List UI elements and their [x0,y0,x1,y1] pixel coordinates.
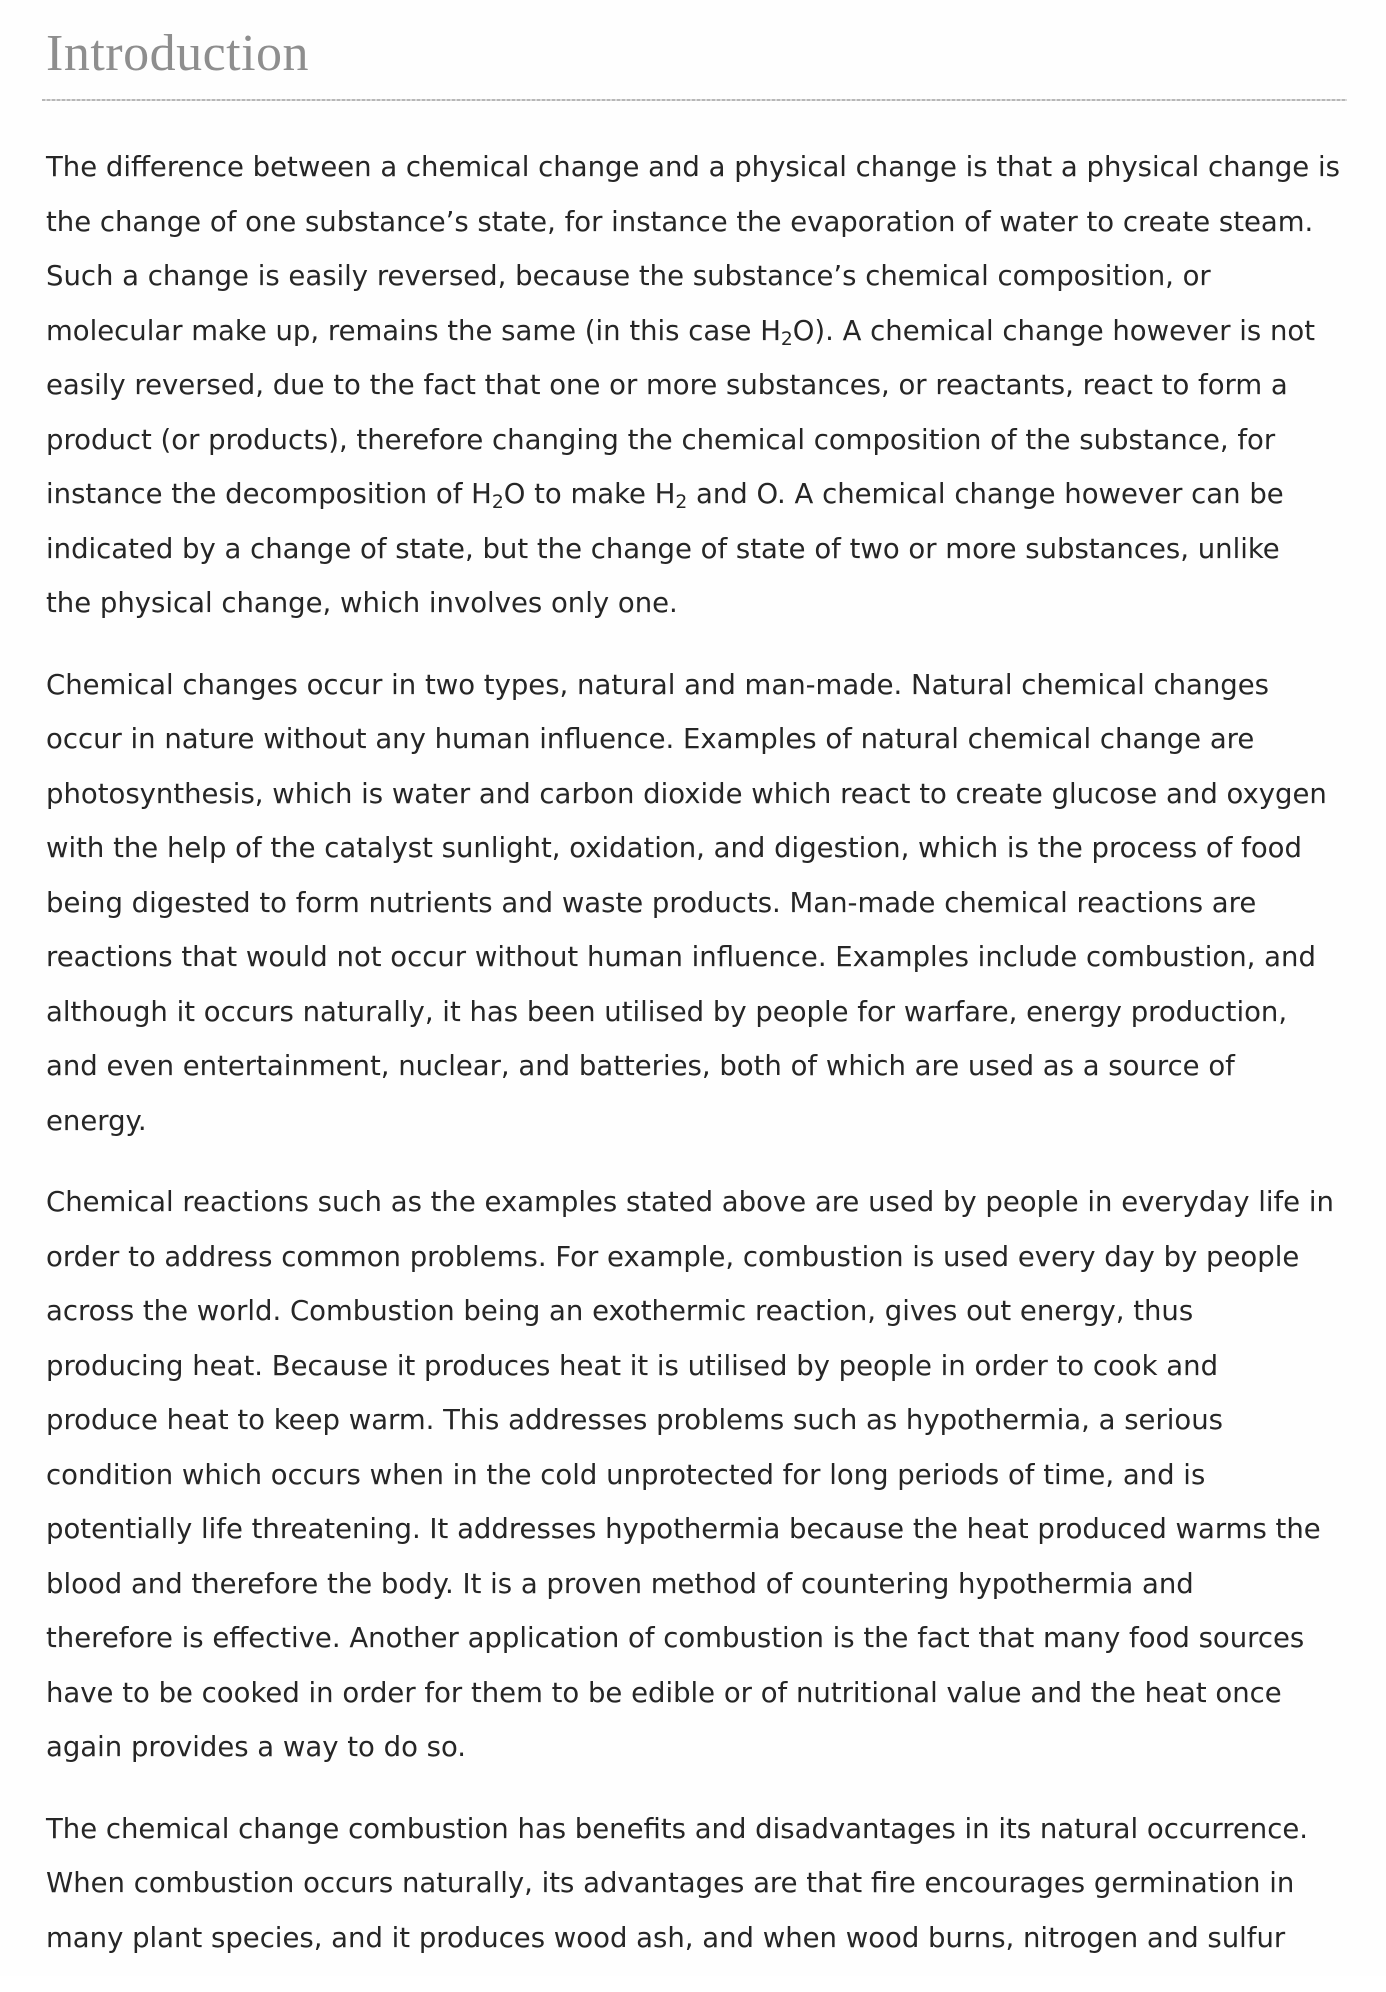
heading-underline-divider [42,99,1347,101]
body-text [46,140,1346,1992]
text-line: with the help of the catalyst sunlight, oxidation, and digestion, which is the process of food [46,832,1302,864]
text-line: potentially life threatening. It addresses hypothermia because the heat produced warms the [46,1513,1321,1545]
text-line: condition which occurs when in the cold unprotected for long periods of time, and is [46,1458,1206,1491]
text-line: again provides a way to do so. [46,1731,467,1763]
paragraph [46,1175,1346,1775]
text-line: although it occurs naturally, it has been utilised by people for warfare, energy production, [46,995,1288,1028]
text-line: therefore is effective. Another application of combustion is the fact that many food sources [46,1622,1305,1654]
text-line: producing heat. Because it produces heat it is utilised by people in order to cook and [46,1349,1219,1382]
subscript: 2 [675,492,688,514]
text-line: reactions that would not occur without human influence. Examples include combustion, and [46,941,1316,973]
text-line: indicated by a change of state, but the change of state of two or more substances, unlike [46,532,1280,565]
text-line: The chemical change combustion has benefits and disadvantages in its natural occurrence. [46,1812,1309,1845]
text-line: product (or products), therefore changing the chemical composition of the substance, for [46,423,1276,456]
text-line: the physical change, which involves only one. [46,587,678,619]
text-line: Chemical reactions such as the examples stated above are used by people in everyday life in [46,1186,1334,1218]
text-line: order to address common problems. For example, combustion is used every day by people [46,1240,1300,1273]
text-line: Such a change is easily reversed, because the substance’s chemical composition, or [46,260,1211,292]
paragraph [46,658,1346,1149]
text-line: easily reversed, due to the fact that one or more substances, or reactants, react to form a [46,369,1288,401]
text-line: and even entertainment, nuclear, and batteries, both of which are used as a source of [46,1050,1235,1082]
text-line: blood and therefore the body. It is a proven method of countering hypothermia and [46,1567,1194,1600]
section-heading: Introduction [46,25,310,82]
text-line: the change of one substance’s state, for instance the evaporation of water to create steam. [46,205,1314,238]
text-line: instance the decomposition of $H_2O$ to make $H_2$ and O. A chemical change however can be [46,478,1284,514]
text-line: occur in nature without any human influence. Examples of natural chemical change are [46,723,1255,755]
paragraph [46,1802,1346,1966]
text-line: The difference between a chemical change and a physical change is that a physical change is [46,151,1340,183]
text-line: being digested to form nutrients and waste products. Man-made chemical reactions are [46,886,1257,919]
paragraph [46,140,1346,631]
text-line: have to be cooked in order for them to be edible or of nutritional value and the heat once [46,1676,1282,1709]
subscript: 2 [491,492,504,514]
text-line: photosynthesis, which is water and carbon dioxide which react to create glucose and oxygen [46,777,1327,810]
text-line: molecular make up, remains the same (in this case $H_2O$). A chemical change however is not [46,314,1316,350]
text-line: Chemical changes occur in two types, natural and man-made. Natural chemical changes [46,668,1269,701]
text-line: across the world. Combustion being an exothermic reaction, gives out energy, thus [46,1295,1194,1327]
text-line: many plant species, and it produces wood ash, and when wood burns, nitrogen and sulfur [46,1921,1286,1954]
text-line: produce heat to keep warm. This addresses problems such as hypothermia, a serious [46,1404,1223,1436]
subscript: 2 [780,328,793,350]
text-line: When combustion occurs naturally, its advantages are that fire encourages germination in [46,1867,1295,1899]
text-line: energy. [46,1104,147,1137]
